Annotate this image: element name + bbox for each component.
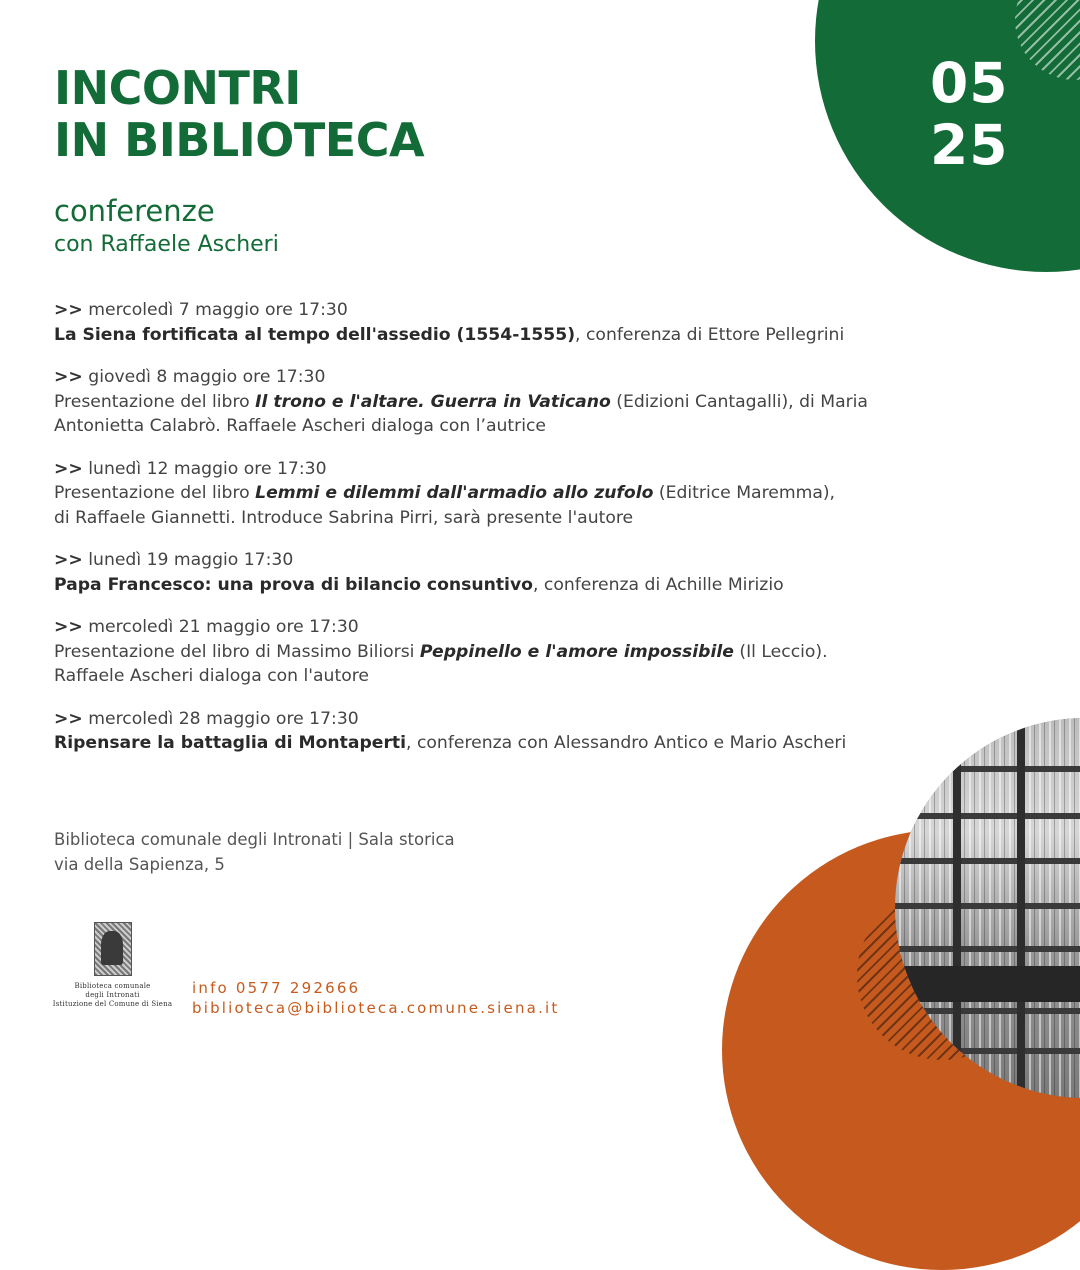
event-item <box>54 365 954 439</box>
event-detail: (Il Leccio). <box>733 641 828 662</box>
contact-phone: info 0577 292666 <box>192 979 361 997</box>
event-detail: , conferenza di Achille Mirizio <box>532 574 784 595</box>
event-detail: di Raffaele Giannetti. Introduce Sabrina Pirri, sarà presente l'autore <box>54 507 634 528</box>
event-item <box>54 615 954 689</box>
date-year: 25 <box>930 113 1009 177</box>
event-detail: (Editrice Maremma), <box>653 483 836 503</box>
event-title: Ripensare la battaglia di Montaperti <box>54 733 407 753</box>
event-detail: Raffaele Ascheri dialoga con l'autore <box>54 666 369 686</box>
arrow-marker: >> <box>54 458 83 479</box>
event-list <box>54 298 954 774</box>
date-badge <box>930 52 1009 176</box>
logo-line-3: Istituzione del Comune di Siena <box>52 1000 173 1008</box>
event-detail: (Edizioni Cantagalli), di Maria <box>610 391 868 412</box>
event-detail: Presentazione del libro di Massimo Biliorsi <box>54 641 420 662</box>
title-line-2: IN BIBLIOTECA <box>54 113 425 167</box>
arrow-marker: >> <box>54 617 83 637</box>
date-month: 05 <box>930 51 1009 115</box>
event-item <box>54 707 954 756</box>
event-detail: Presentazione del libro <box>54 483 256 503</box>
host-line: con Raffaele Ascheri <box>54 232 279 257</box>
venue-address: via della Sapienza, 5 <box>54 855 225 874</box>
contact-email[interactable]: biblioteca@biblioteca.comune.siena.it <box>192 999 560 1017</box>
library-logo <box>50 922 175 1009</box>
book-title: Peppinello e l'amore impossibile <box>419 641 734 662</box>
event-detail: , conferenza di Ettore Pellegrini <box>575 324 845 345</box>
subtitle: conferenze <box>54 194 215 228</box>
event-title: La Siena fortificata al tempo dell'assedio (1554-1555) <box>54 324 576 345</box>
event-when: mercoledì 7 maggio ore 17:30 <box>88 300 348 320</box>
book-title: Il trono e l'altare. Guerra in Vaticano <box>255 391 611 412</box>
event-item <box>54 457 954 531</box>
event-when: lunedì 19 maggio 17:30 <box>88 550 294 570</box>
event-detail: Antonietta Calabrò. Raffaele Ascheri dialoga con l’autrice <box>54 416 546 436</box>
event-when: giovedì 8 maggio ore 17:30 <box>88 367 326 387</box>
event-item <box>54 548 954 597</box>
contact-info <box>192 978 559 1018</box>
arrow-marker: >> <box>54 550 83 570</box>
logo-line-2: degli Intronati <box>85 991 140 999</box>
event-item <box>54 298 954 347</box>
event-title: Papa Francesco: una prova di bilancio consuntivo <box>54 574 533 595</box>
venue-name: Biblioteca comunale degli Intronati | Sala storica <box>54 830 455 849</box>
page-title <box>54 62 424 166</box>
title-line-1: INCONTRI <box>54 61 301 115</box>
venue-info <box>54 827 455 877</box>
arrow-marker: >> <box>54 300 83 320</box>
logo-line-1: Biblioteca comunale <box>74 982 151 990</box>
event-when: mercoledì 21 maggio ore 17:30 <box>88 617 359 637</box>
seal-emblem-icon <box>94 922 132 976</box>
arrow-marker: >> <box>54 708 83 729</box>
arrow-marker: >> <box>54 367 83 387</box>
event-when: lunedì 12 maggio ore 17:30 <box>88 458 327 479</box>
event-when: mercoledì 28 maggio ore 17:30 <box>88 708 359 729</box>
event-detail: , conferenza con Alessandro Antico e Mario Ascheri <box>406 733 847 753</box>
hatch-pattern-decoration <box>1015 0 1080 80</box>
book-title: Lemmi e dilemmi dall'armadio allo zufolo <box>255 483 654 503</box>
library-shelves-photo <box>895 718 1080 1098</box>
event-detail: Presentazione del libro <box>54 391 256 412</box>
